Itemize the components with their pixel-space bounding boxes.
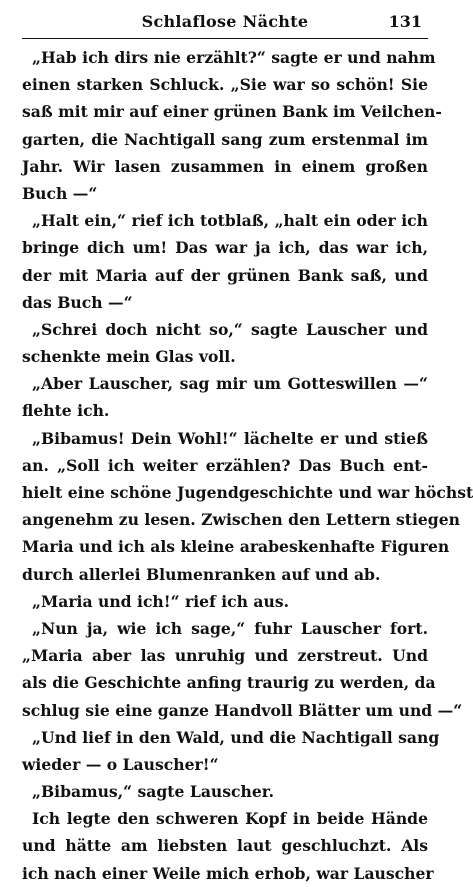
text-line: schenkte mein Glas voll. (22, 347, 236, 367)
running-head (22, 8, 428, 38)
text-line: das Buch —“ (22, 292, 133, 312)
text-line: saß mit mir auf einer grünen Bank im Veilchen- (22, 102, 442, 122)
text-line: „Und lief in den Wald, und die Nachtigall sang (32, 727, 440, 747)
text-line: wieder — o Lauscher!“ (22, 754, 219, 774)
text-line: als die Geschichte anfing traurig zu werden, da (22, 673, 436, 693)
text-line: bringe dich um! Das war ja ich, das war ich, (22, 238, 428, 258)
text-line: „Maria und ich!“ rief ich aus. (32, 591, 290, 611)
text-line: „Maria aber las unruhig und zerstreut. Und (22, 646, 428, 666)
text-line: Ich legte den schweren Kopf in beide Hände (32, 809, 428, 829)
text-line: „Nun ja, wie ich sage,“ fuhr Lauscher fort. (32, 618, 428, 638)
page-number: 131 (388, 12, 422, 31)
text-line: „Halt ein,“ rief ich totblaß, „halt ein oder ich (32, 211, 428, 231)
text-line: „Schrei doch nicht so,“ sagte Lauscher und (32, 319, 428, 339)
text-line: „Aber Lauscher, sag mir um Gotteswillen —“ (32, 374, 428, 394)
text-line: einen starken Schluck. „Sie war so schön! Sie (22, 75, 428, 95)
header-rule (22, 38, 428, 39)
text-line: Maria und ich als kleine arabeskenhafte Figuren (22, 537, 450, 557)
text-line: „Bibamus,“ sagte Lauscher. (32, 782, 275, 802)
text-line: an. „Soll ich weiter erzählen? Das Buch ent- (22, 455, 428, 475)
text-line: Buch —“ (22, 183, 98, 203)
running-title: Schlaflose Nächte (141, 12, 309, 31)
text-line: schlug sie eine ganze Handvoll Blätter um und —“ (22, 700, 463, 720)
body-text (22, 44, 473, 887)
text-line: „Hab ich dirs nie erzählt?“ sagte er und nahm (32, 48, 436, 67)
text-line: garten, die Nachtigall sang zum erstenmal im (22, 129, 428, 149)
text-line: „Bibamus! Dein Wohl!“ lächelte er und stieß (32, 428, 428, 448)
text-line: und hätte am liebsten laut geschluchzt. Als (22, 836, 428, 856)
text-line: der mit Maria auf der grünen Bank saß, und (22, 265, 428, 285)
text-line: durch allerlei Blumenranken auf und ab. (22, 564, 381, 584)
text-line: flehte ich. (22, 401, 110, 421)
text-line: Jahr. Wir lasen zusammen in einem großen (22, 156, 428, 176)
text-line: angenehm zu lesen. Zwischen den Lettern stiegen (22, 510, 460, 530)
text-line: hielt eine schöne Jugendgeschichte und war höchst (22, 483, 473, 502)
text-line: ich nach einer Weile mich erhob, war Lauscher (22, 863, 434, 883)
